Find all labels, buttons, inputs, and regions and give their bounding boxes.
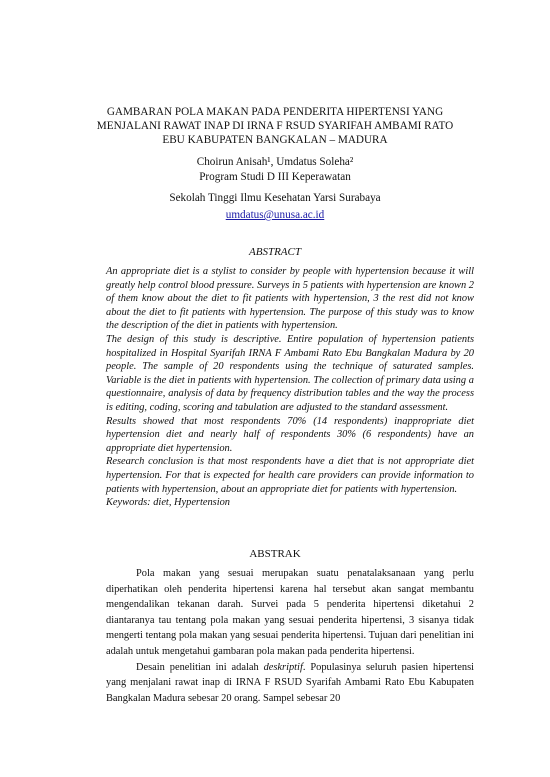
paper-title: GAMBARAN POLA MAKAN PADA PENDERITA HIPERTENSI YANG MENJALANI RAWAT INAP DI IRNA F RSUD SYARIFAH AMBAMI RATO EBU KABUPATEN BANGKALAN – MADURA bbox=[96, 106, 454, 146]
abstrak-indonesian bbox=[106, 566, 474, 706]
author-names: Choirun Anisah¹, Umdatus Soleha² bbox=[196, 156, 354, 168]
abstract-paragraph-results: Results showed that most respondents 70% (14 respondents) inappropriate diet hypertension diet and nearly half of respondents 30% (6 respondents) have an appropriate diet hypertension. bbox=[106, 415, 474, 454]
abstract-english bbox=[106, 265, 474, 510]
author-email bbox=[0, 209, 550, 221]
abstract-paragraph-method: The design of this study is descriptive. Entire population of hypertension patients hospitalized in Hospital Syarifah IRNA F Ambami Rato Ebu Bangkalan Madura by 20 people. The sample of 20 respondents using the technique of saturated samples. Variable is the diet in patients with hypertension. The collection of primary data using a questionnaire, analysis of data by frequency distribution tables and the way the process is editing, coding, scoring and tabulation are adjusted to the standard assessment. bbox=[106, 333, 474, 413]
email-link[interactable]: umdatus@unusa.ac.id bbox=[225, 209, 325, 221]
abstrak-paragraph-method bbox=[106, 660, 474, 707]
abstract-paragraph-conclusion: Research conclusion is that most respondents have a diet that is not appropriate diet hypertension. For that is expected for health care providers can provide information to patients with hypertension, about an appropriate diet for patients with hypertension. bbox=[106, 456, 474, 495]
abstrak-heading: ABSTRAK bbox=[249, 548, 301, 560]
abstrak-paragraph-background: Pola makan yang sesuai merupakan suatu penatalaksanaan yang perlu diperhatikan oleh penderita hipertensi karena hal tersebut akan sangat membantu mengendalikan tekanan darah. Survei pada 5 penderita hipertensi diketahui 2 diantaranya tau tentang pola makan yang sesuai penderita hipertensi, 3 sisanya tidak mengerti tentang pola makan yang sesuai penderita hipertensi. Tujuan dari penelitian ini adalah untuk mengetahui gambaran pola makan pada penderita hipertensi. bbox=[106, 568, 474, 657]
study-program: Program Studi D III Keperawatan bbox=[199, 171, 351, 183]
abstract-paragraph-background: An appropriate diet is a stylist to consider by people with hypertension because it will greatly help control blood pressure. Surveys in 5 patients with hypertension are known 2 of them know about the diet to fit patients with hypertension, 3 the rest did not know about the diet to fit patients with hypertension. The purpose of this study was to know the description of the diet in patients with hypertension. bbox=[106, 266, 474, 332]
abstrak-method-emphasis: deskriptif bbox=[263, 661, 303, 673]
abstrak-method-text-b: . Populasinya seluruh pasien hipertensi yang menjalani rawat inap di IRNA F RSUD Syarifah Ambami Rato Ebu Kabupaten Bangkalan Madura sebesar 20 orang. Sampel sebesar 20 bbox=[106, 661, 474, 704]
institution-name: Sekolah Tinggi Ilmu Kesehatan Yarsi Surabaya bbox=[169, 192, 381, 204]
abstrak-method-text-a: Desain penelitian ini adalah bbox=[136, 661, 264, 673]
abstract-keywords: Keywords: diet, Hypertension bbox=[106, 497, 230, 509]
abstract-heading: ABSTRACT bbox=[249, 246, 301, 258]
